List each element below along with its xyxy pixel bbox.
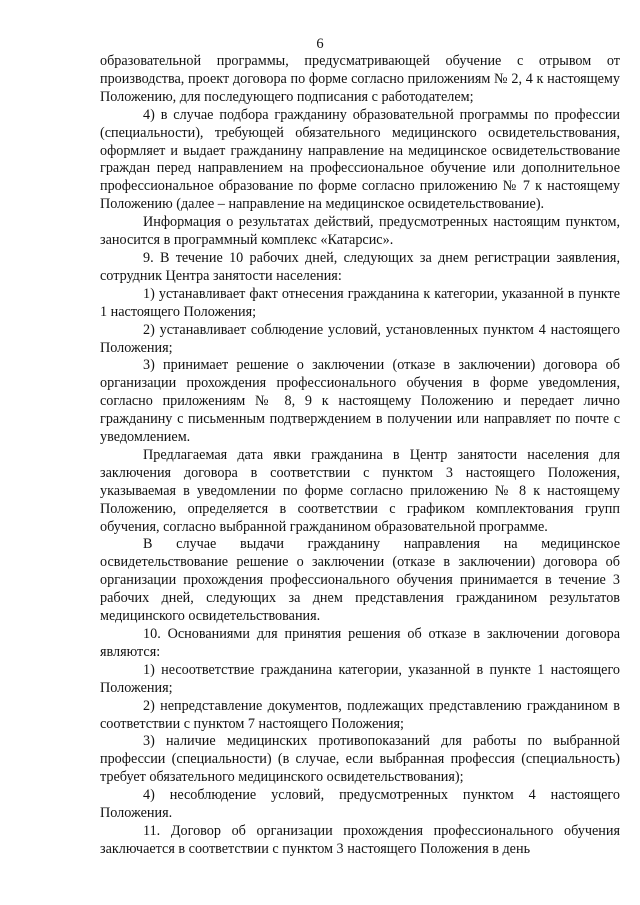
- paragraph-clause-9-item-3: 3) принимает решение о заключении (отказе в заключении) договора об организации прохождения профессионального обучения в форме уведомления, согласно приложениям № 8, 9 к настоящему Положению и передает лично гражданину с письменным подтверждением в получении или направляет по почте с уведомлением.: [100, 357, 620, 446]
- paragraph-clause-10-item-4: 4) несоблюдение условий, предусмотренных пунктом 4 настоящего Положения.: [100, 787, 620, 822]
- paragraph-clause-9-item-1: 1) устанавливает факт отнесения гражданина к категории, указанной в пункте 1 настоящего Положения;: [100, 285, 620, 320]
- paragraph-clause-10-item-3: 3) наличие медицинских противопоказаний для работы по выбранной профессии (специальности) (в случае, если выбранная профессия (специальность) требует обязательного медицинского освидетельствования);: [100, 733, 620, 786]
- paragraph-katarsis-info: Информация о результатах действий, предусмотренных настоящим пунктом, заносится в программный комплекс «Катарсис».: [100, 214, 620, 249]
- paragraph-clause-10-item-1: 1) несоответствие гражданина категории, указанной в пункте 1 настоящего Положения;: [100, 661, 620, 696]
- paragraph-appearance-date: Предлагаемая дата явки гражданина в Центр занятости населения для заключения договора в соответствии с пунктом 3 настоящего Положения, указываемая в уведомлении по форме согласно приложению № 8 к настоящему Положению, определяется в соответствии с графиком комплектования групп обучения, согласно выбранной гражданином образовательной программе.: [100, 446, 620, 535]
- paragraph-clause-10-item-2: 2) непредставление документов, подлежащих представлению гражданином в соответствии с пунктом 7 настоящего Положения;: [100, 697, 620, 732]
- paragraph-clause-10: 10. Основаниями для принятия решения об отказе в заключении договора являются:: [100, 626, 620, 660]
- paragraph-clause-9-item-2: 2) устанавливает соблюдение условий, установленных пунктом 4 настоящего Положения;: [100, 321, 620, 356]
- paragraph-item-4-referral: 4) в случае подбора гражданину образовательной программы по профессии (специальности), требующей обязательного медицинского освидетельствования, оформляет и выдает гражданину направление на медицинское освидетельствование граждан перед направлением на профессиональное обучение или дополнительное профессиональное образование по форме согласно приложению № 7 к настоящему Положению (далее – направление на медицинское освидетельствование).: [100, 106, 620, 213]
- paragraph-clause-9: 9. В течение 10 рабочих дней, следующих за днем регистрации заявления, сотрудник Центра занятости населения:: [100, 249, 620, 284]
- document-body: [100, 53, 620, 859]
- paragraph-clause-11: 11. Договор об организации прохождения профессионального обучения заключается в соответствии с пунктом 3 настоящего Положения в день: [100, 822, 620, 857]
- paragraph-continuation: образовательной программы, предусматривающей обучение с отрывом от производства, проект договора по форме согласно приложениям № 2, 4 к настоящему Положению, для последующего подписания с работодателем;: [100, 53, 620, 105]
- paragraph-medical-case: В случае выдачи гражданину направления на медицинское освидетельствование решение о заключении (отказе в заключении) договора об организации прохождения профессионального обучения принимается в течение 3 рабочих дней, следующих за днем представления гражданином результатов медицинского освидетельствования.: [100, 536, 620, 625]
- page-number: 6: [316, 36, 324, 52]
